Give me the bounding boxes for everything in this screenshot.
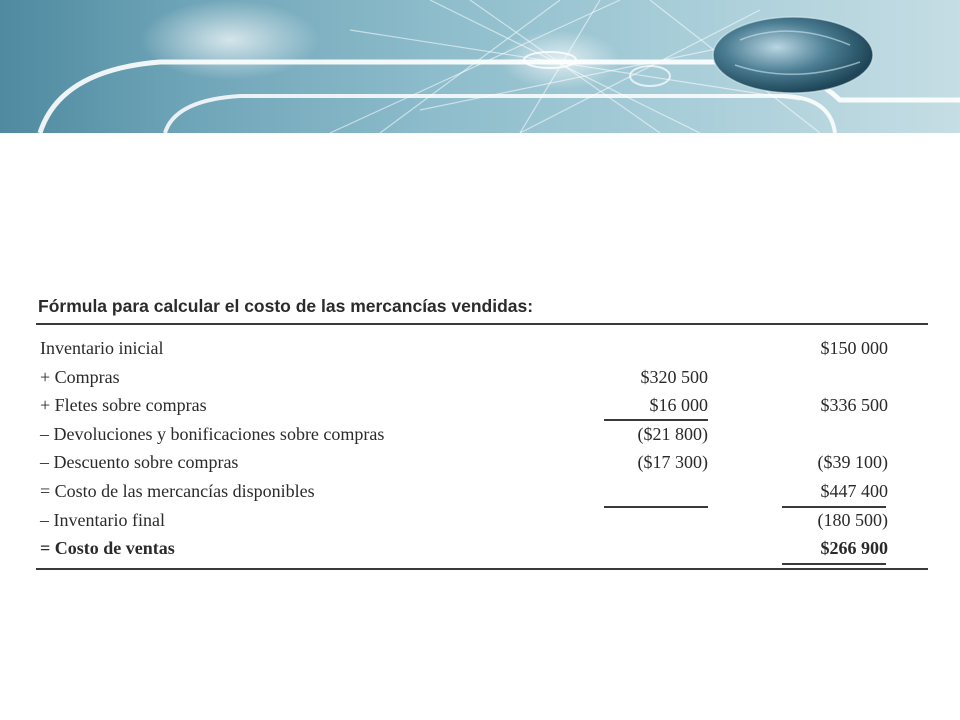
row-total: $266 900 [820,538,888,559]
row-label: + Compras [40,366,120,387]
row-total: (180 500) [817,509,888,530]
subtotal-underline-1 [604,419,708,421]
row-label: – Devoluciones y bonificaciones sobre compras [40,423,385,444]
row-total: ($39 100) [817,452,888,473]
table-row [36,507,928,536]
table-row [36,392,928,421]
table-row [36,364,928,393]
total-underline-2 [782,563,886,565]
row-total: $447 400 [820,480,888,501]
row-subtotal: $320 500 [640,366,708,387]
row-subtotal: ($21 800) [637,423,708,444]
banner-decoration [0,0,960,133]
table-row-total [36,535,928,564]
subtotal-underline-2 [604,506,708,508]
row-label: = Costo de ventas [40,538,175,559]
total-underline-1 [782,506,886,508]
row-label: – Descuento sobre compras [40,452,239,473]
row-label: + Fletes sobre compras [40,395,207,416]
table-row [36,478,928,507]
cost-table [36,335,928,564]
row-total: $336 500 [820,395,888,416]
cost-formula-document [36,293,928,570]
row-label: Inventario inicial [40,338,164,358]
document-title: Fórmula para calcular el costo de las mercancías vendidas: [38,296,534,316]
row-label: = Costo de las mercancías disponibles [40,480,315,501]
row-label: – Inventario final [40,509,165,530]
table-row [36,335,928,364]
row-total: $150 000 [820,338,888,358]
top-rule [36,323,928,325]
bottom-rule [36,568,928,570]
table-row [36,449,928,478]
row-subtotal: ($17 300) [637,452,708,473]
table-row [36,421,928,450]
header-banner [0,0,960,133]
row-subtotal: $16 000 [649,395,708,416]
